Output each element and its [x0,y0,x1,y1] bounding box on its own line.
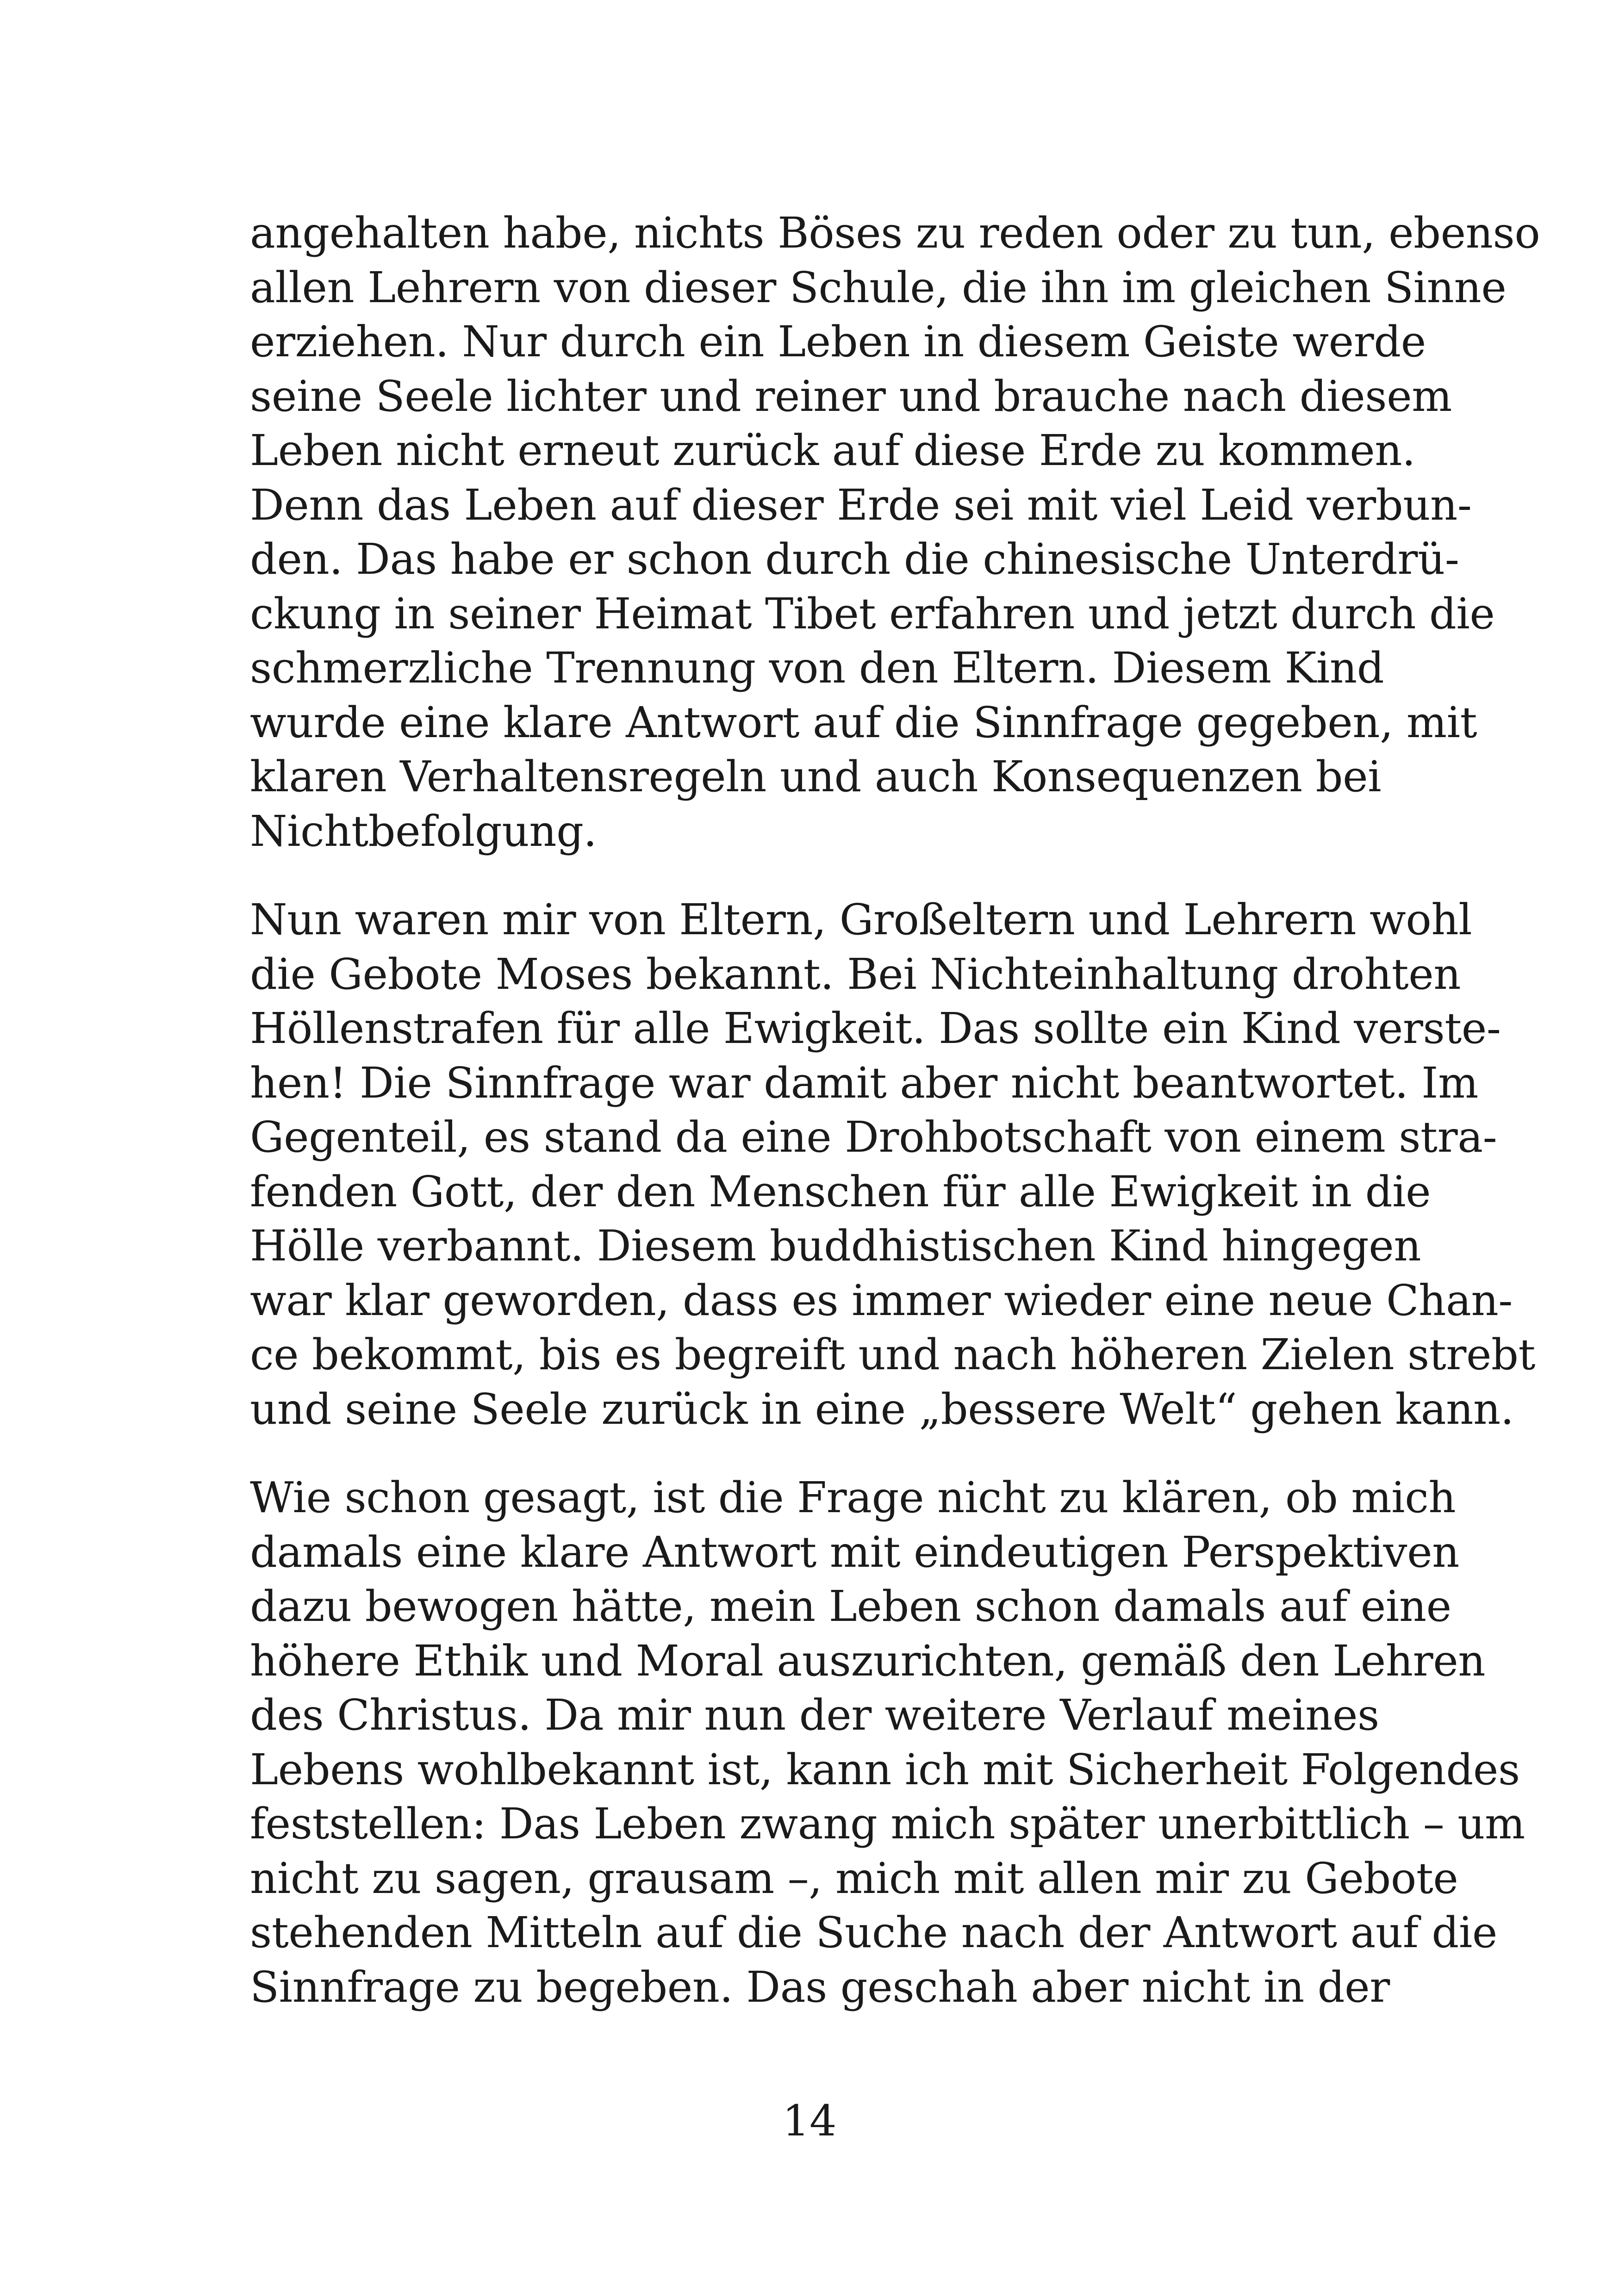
text-line: angehalten habe, nichts Böses zu reden oder zu tun, ebenso [250,208,1540,258]
text-line: und seine Seele zurück in eine „bessere Welt“ gehen kann. [250,1384,1514,1434]
text-line: war klar geworden, dass es immer wieder eine neue Chan- [250,1275,1513,1325]
text-line: ce bekommt, bis es begreift und nach höheren Zielen strebt [250,1330,1536,1379]
text-line: feststellen: Das Leben zwang mich später unerbittlich – um [250,1799,1525,1849]
text-line: seine Seele lichter und reiner und brauche nach diesem [250,371,1452,421]
text-line: Lebens wohlbekannt ist, kann ich mit Sicherheit Folgendes [250,1744,1520,1794]
text-line: Hölle verbannt. Diesem buddhistischen Kind hingegen [250,1221,1421,1271]
text-line: die Gebote Moses bekannt. Bei Nichteinhaltung drohten [250,949,1461,999]
paragraph [250,1471,1525,2014]
text-line: Leben nicht erneut zurück auf diese Erde zu kommen. [250,426,1416,475]
page-number: 14 [782,2096,837,2146]
paragraph [250,206,1540,858]
text-line: erziehen. Nur durch ein Leben in diesem Geiste werde [250,317,1426,366]
paragraph [250,893,1536,1436]
text-line: den. Das habe er schon durch die chinesische Unterdrü- [250,534,1459,584]
text-line: ckung in seiner Heimat Tibet erfahren und jetzt durch die [250,589,1495,639]
body-text [250,206,1540,2048]
text-line: des Christus. Da mir nun der weitere Verlauf meines [250,1690,1379,1740]
text-line: Denn das Leben auf dieser Erde sei mit viel Leid verbun- [250,480,1472,530]
text-line: fenden Gott, der den Menschen für alle Ewigkeit in die [250,1167,1431,1216]
text-line: klaren Verhaltensregeln und auch Konsequenzen bei [250,752,1382,801]
text-line: stehenden Mitteln auf die Suche nach der Antwort auf die [250,1908,1497,1957]
text-line: hen! Die Sinnfrage war damit aber nicht beantwortet. Im [250,1058,1478,1108]
text-line: Höllenstrafen für alle Ewigkeit. Das sollte ein Kind verste- [250,1004,1501,1053]
text-line: Sinnfrage zu begeben. Das geschah aber nicht in der [250,1962,1390,2012]
text-line: allen Lehrern von dieser Schule, die ihn im gleichen Sinne [250,262,1507,312]
text-line: nicht zu sagen, grausam –, mich mit allen mir zu Gebote [250,1853,1458,1903]
text-line: schmerzliche Trennung von den Eltern. Diesem Kind [250,643,1384,693]
text-line: höhere Ethik und Moral auszurichten, gemäß den Lehren [250,1636,1486,1686]
text-line: wurde eine klare Antwort auf die Sinnfrage gegeben, mit [250,697,1477,747]
text-line: dazu bewogen hätte, mein Leben schon damals auf eine [250,1582,1451,1631]
text-line: Nichtbefolgung. [250,806,597,856]
text-line: Gegenteil, es stand da eine Drohbotschaft von einem stra- [250,1112,1497,1162]
text-line: damals eine klare Antwort mit eindeutigen Perspektiven [250,1527,1459,1577]
text-line: Wie schon gesagt, ist die Frage nicht zu klären, ob mich [250,1473,1456,1522]
text-line: Nun waren mir von Eltern, Großeltern und Lehrern wohl [250,895,1472,944]
